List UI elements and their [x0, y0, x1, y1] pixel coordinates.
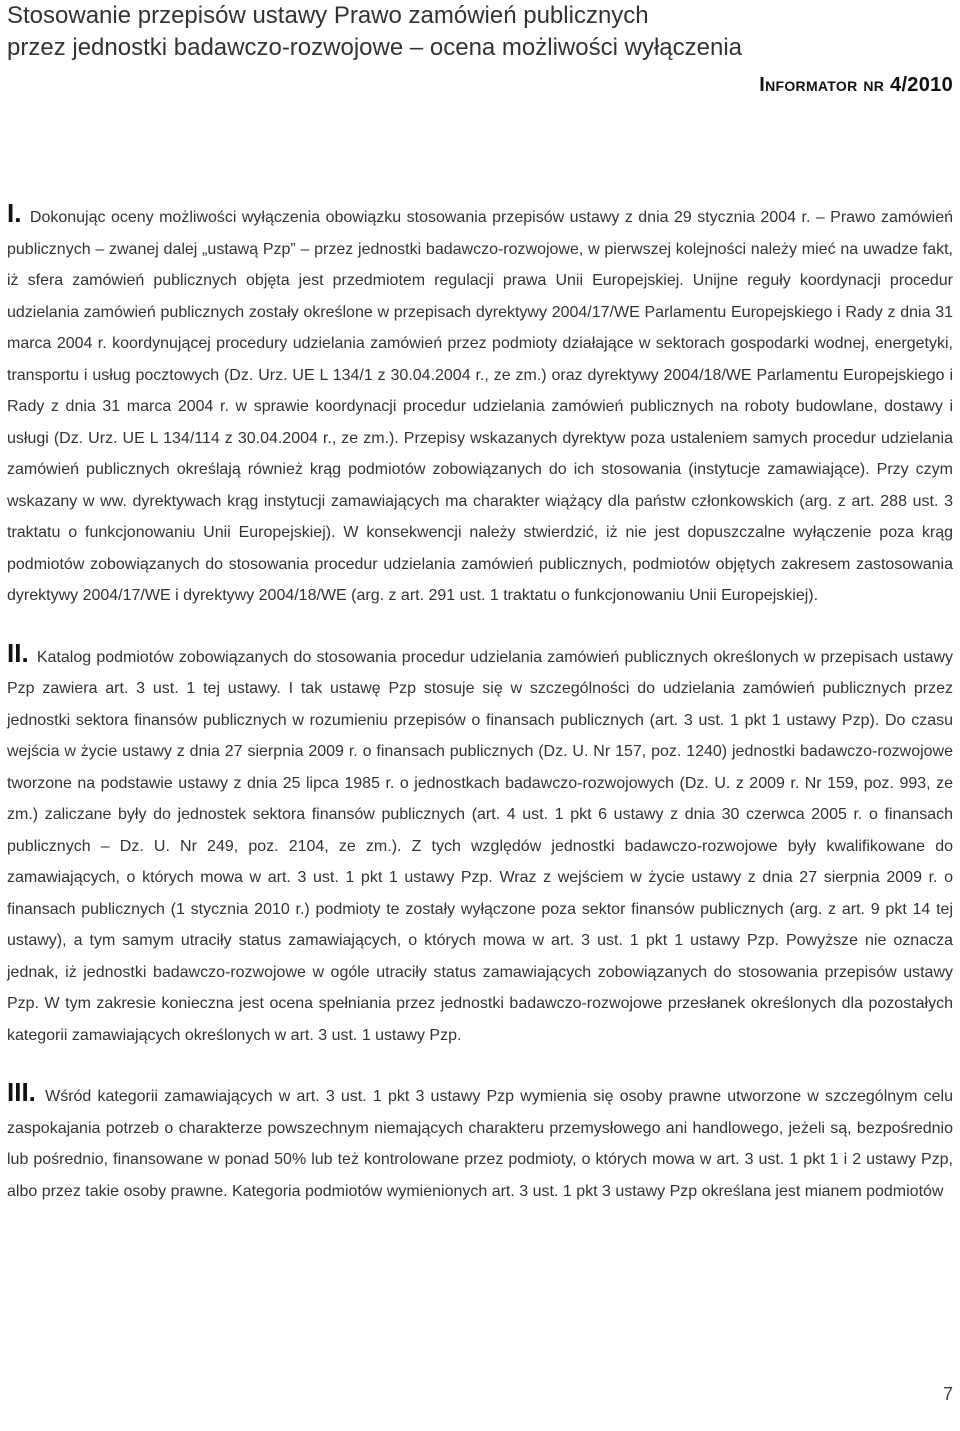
document-page [7, 0, 953, 1431]
section-3-numeral: III. [7, 1077, 36, 1107]
section-3-text: Wśród kategorii zamawiających w art. 3 ust. 1 pkt 3 ustawy Pzp wymienia się osoby prawne utworzone w szczególnym celu zaspokajania potrzeb o charakterze powszechnym niemających charakteru przemysłowego ani handlowego, jeżeli są, bezpośrednio lub pośrednio, finansowane w ponad 50% lub też kontrolowane przez podmioty, o których mowa w art. 3 ust. 1 pkt 1 i 2 ustawy Pzp, albo przez takie osoby prawne. Kategoria podmiotów wymienionych art. 3 ust. 1 pkt 3 ustawy Pzp określana jest mianem podmiotów [7, 1088, 954, 1200]
section-1-numeral: I. [7, 198, 22, 228]
section-1-paragraph [7, 198, 953, 612]
informator-label: Informator nr 4/2010 [759, 74, 953, 96]
document-body [7, 198, 953, 1207]
section-2-text: Katalog podmiotów zobowiązanych do stosowania procedur udzielania zamówień publicznych określonych w przepisach ustawy Pzp zawiera art. 3 ust. 1 tej ustawy. I tak ustawę Pzp stosuje się w szczególności do udzielania zamówień publicznych przez jednostki sektora finansów publicznych w rozumieniu przepisów o finansach publicznych (art. 3 ust. 1 pkt 1 ustawy Pzp). Do czasu wejścia w życie ustawy z dnia 27 sierpnia 2009 r. o finansach publicznych (Dz. U. Nr 157, poz. 1240) jednostki badawczo-rozwojowe tworzone na podstawie ustawy z dnia 25 lipca 1985 r. o jednostkach badawczo-rozwojowych (Dz. U. z 2009 r. Nr 159, poz. 993, ze zm.) zaliczane były do jednostek sektora finansów publicznych (art. 4 ust. 1 pkt 6 ustawy z dnia 30 czerwca 2005 r. o finansach publicznych – Dz. U. Nr 249, poz. 2104, ze zm.). Z tych względów jednostki badawczo-rozwojowe były kwalifikowane do zamawiających, o których mowa w art. 3 ust. 1 pkt 1 ustawy Pzp. Wraz z wejściem w życie ustawy z dnia 27 sierpnia 2009 r. o finansach publicznych (1 stycznia 2010 r.) podmioty te zostały wyłączone poza sektor finansów publicznych (arg. z art. 9 pkt 14 tej ustawy), a tym samym utraciły status zamawiających, o których mowa w art. 3 ust. 1 pkt 1 ustawy Pzp. Powyższe nie oznacza jednak, iż jednostki badawczo-rozwojowe w ogóle utraciły status zamawiających zobowiązanych do stosowania przepisów ustawy Pzp. W tym zakresie konieczna jest ocena spełniania przez jednostki badawczo-rozwojowe przesłanek określonych dla pozostałych kategorii zamawiających określonych w art. 3 ust. 1 ustawy Pzp. [7, 648, 953, 1044]
section-3-paragraph [7, 1077, 953, 1207]
section-2-numeral: II. [7, 637, 29, 668]
document-title [7, 0, 953, 64]
section-1-text: Dokonując oceny możliwości wyłączenia obowiązku stosowania przepisów ustawy z dnia 29 stycznia 2004 r. – Prawo zamówień publicznych – zwanej dalej „ustawą Pzp” – przez jednostki badawczo-rozwojowe, w pierwszej kolejności należy mieć na uwadze fakt, iż sfera zamówień publicznych objęta jest przedmiotem regulacji prawa Unii Europejskiej. Unijne reguły koordynacji procedur udzielania zamówień publicznych zostały określone w przepisach dyrektywy 2004/17/WE Parlamentu Europejskiego i Rady z dnia 31 marca 2004 r. koordynującej procedury udzielania zamówień przez podmioty działające w sektorach gospodarki wodnej, energetyki, transportu i usług pocztowych (Dz. Urz. UE L 134/1 z 30.04.2004 r., ze zm.) oraz dyrektywy 2004/18/WE Parlamentu Europejskiego i Rady z dnia 31 marca 2004 r. w sprawie koordynacji procedur udzielania zamówień publicznych na roboty budowlane, dostawy i usługi (Dz. Urz. UE L 134/114 z 30.04.2004 r., ze zm.). Przepisy wskazanych dyrektyw poza ustaleniem samych procedur udzielania zamówień publicznych określają również krąg podmiotów zobowiązanych do ich stosowania (instytucje zamawiające). Przy czym wskazany w ww. dyrektywach krąg instytucji zamawiających ma charakter wiążący dla państw członkowskich (arg. z art. 288 ust. 3 traktatu o funkcjonowaniu Unii Europejskiej). W konsekwencji należy stwierdzić, iż nie jest dopuszczalne wyłączenie poza krąg podmiotów zobowiązanych do stosowania procedur udzielania zamówień publicznych, podmiotów objętych zakresem zastosowania dyrektywy 2004/17/WE i dyrektywy 2004/18/WE (arg. z art. 291 ust. 1 traktatu o funkcjonowaniu Unii Europejskiej). [7, 209, 954, 604]
page-number: 7 [942, 1384, 953, 1404]
section-2-paragraph [7, 638, 953, 1052]
title-line-2: przez jednostki badawczo-rozwojowe – ocena możliwości wyłączenia [7, 34, 742, 61]
title-line-1: Stosowanie przepisów ustawy Prawo zamówień publicznych [7, 2, 649, 29]
